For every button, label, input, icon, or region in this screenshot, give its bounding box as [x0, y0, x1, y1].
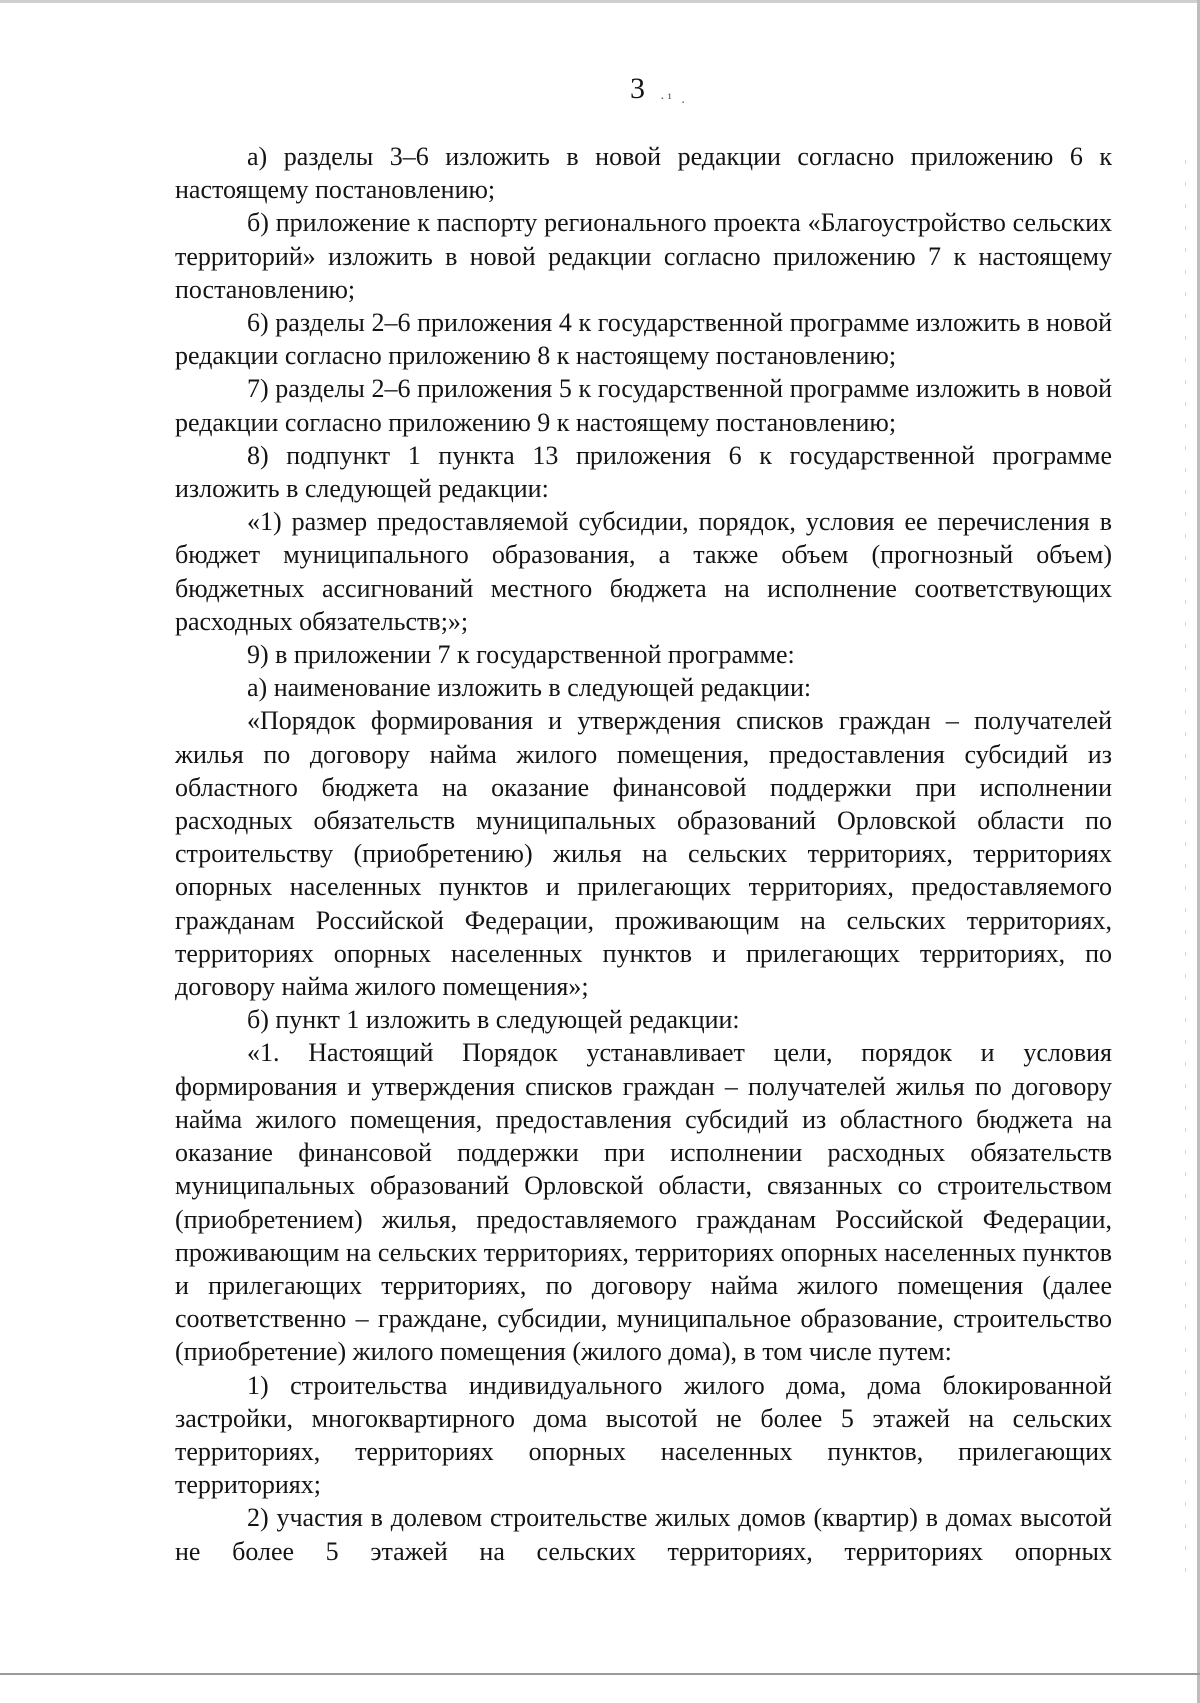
paragraph-item-8: 8) подпункт 1 пункта 13 приложения 6 к государственной программе изложить в следующей редакции: — [175, 440, 1112, 504]
paragraph-construction: 1) строительства индивидуального жилого дома, дома блокированной застройки, многоквартирного дома высотой не более 5 этажей на сельских территориях, территориях опорных населенных пунктов, прилегающих территориях; — [175, 1370, 1112, 1500]
document-body — [175, 140, 1112, 1568]
page-number-mark: ·¹ . — [660, 92, 688, 107]
paragraph-quote-subsidy: «1) размер предоставляемой субсидии, порядок, условия ее перечисления в бюджет муниципального образования, а также объем (прогнозный объем) бюджетных ассигнований местного бюджета на исполнение соответствующих расходных обязательств;»; — [175, 507, 1112, 636]
paragraph-name-change: а) наименование изложить в следующей редакции: — [247, 673, 812, 703]
paragraph-item-6: 6) разделы 2–6 приложения 4 к государственной программе изложить в новой редакции согласно приложению 8 к настоящему постановлению; — [175, 308, 1112, 371]
scan-bottom-edge — [0, 1673, 1200, 1675]
paragraph-item-9: 9) в приложении 7 к государственной программе: — [247, 640, 795, 670]
scan-top-edge — [0, 0, 1200, 3]
paragraph-passport-appendix: б) приложение к паспорту регионального проекта «Благоустройство сельских территорий» изложить в новой редакции согласно приложению 7 к настоящему постановлению; — [175, 208, 1112, 304]
paragraph-quote-point-1: «1. Настоящий Порядок устанавливает цели, порядок и условия формирования и утверждения списков граждан – получателей жилья по договору найма жилого помещения, предоставления субсидий из областного бюджета на оказание финансовой поддержки при исполнении расходных обязательств муниципальных образований Орловской области, связанных со строительством (приобретением) жилья, предоставляемого гражданам Российской Федерации, проживающим на сельских территориях, территориях опорных населенных пунктов и прилегающих территориях, по договору найма жилого помещения (далее соответственно – граждане, субсидии, муниципальное образование, строительство (приобретение) жилого помещения (жилого дома), в том числе путем: — [175, 1038, 1112, 1367]
paragraph-shared-construction: 2) участия в долевом строительстве жилых домов (квартир) в домах высотой не более 5 этажей на сельских территориях, территориях опорных — [175, 1503, 1112, 1566]
page-number: 3 — [630, 72, 646, 105]
paragraph-quote-order-title: «Порядок формирования и утверждения списков граждан – получателей жилья по договору найма жилого помещения, предоставления субсидий из областного бюджета на оказание финансовой поддержки при исполнении расходных обязательств муниципальных образований Орловской области по строительству (приобретению) жилья на сельских территориях, территориях опорных населенных пунктов и прилегающих территориях, предоставляемого гражданам Российской Федерации, проживающим на сельских территориях, территориях опорных населенных пунктов и прилегающих территориях, по договору найма жилого помещения»; — [175, 706, 1112, 1002]
paragraph-section-3-6: а) разделы 3–6 изложить в новой редакции согласно приложению 6 к настоящему постановлению; — [175, 142, 1112, 205]
paragraph-point-1: б) пункт 1 изложить в следующей редакции: — [247, 1005, 740, 1035]
paragraph-item-7: 7) разделы 2–6 приложения 5 к государственной программе изложить в новой редакции согласно приложению 9 к настоящему постановлению; — [175, 374, 1112, 437]
scan-speckle — [1185, 160, 1186, 1580]
